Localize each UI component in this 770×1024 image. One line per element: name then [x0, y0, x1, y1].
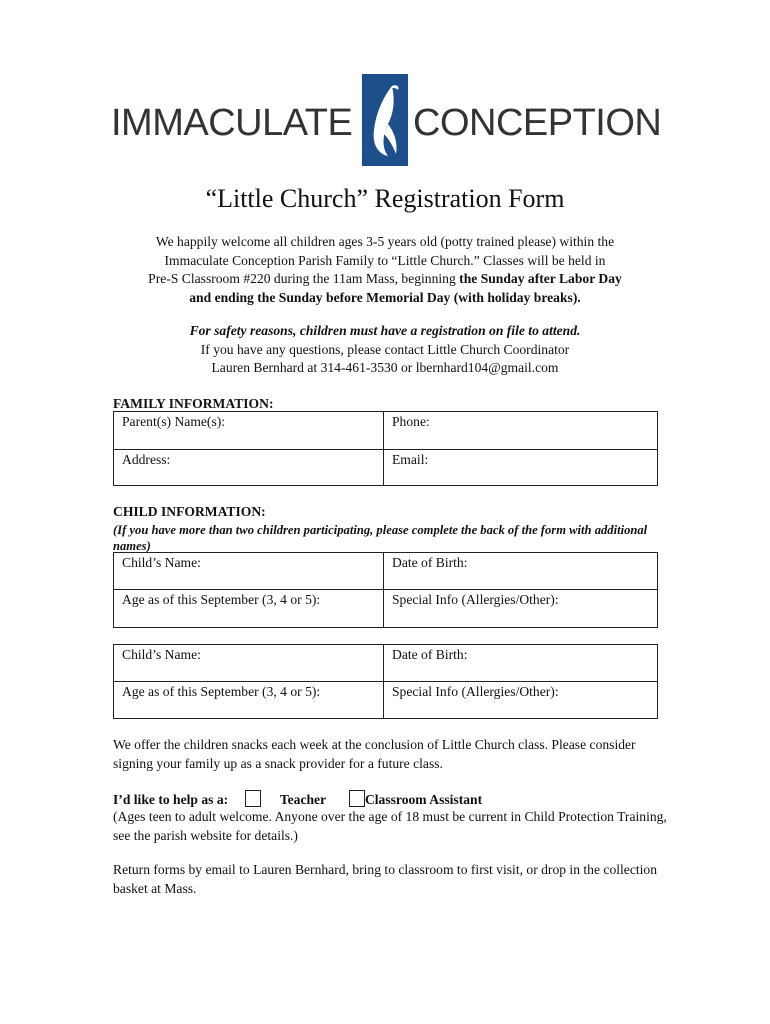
special-info-field[interactable]	[384, 590, 658, 628]
field-label: Parent(s) Name(s):	[122, 414, 226, 429]
phone-field[interactable]	[384, 412, 658, 450]
intro-line: We happily welcome all children ages 3-5 years old (potty trained please) within the	[155, 234, 615, 249]
child-name-field[interactable]	[114, 553, 384, 590]
field-label: Date of Birth:	[392, 555, 468, 570]
field-label: Phone:	[392, 414, 430, 429]
dove-emblem-icon	[362, 74, 408, 166]
intro-paragraph	[100, 233, 670, 307]
form-title: “Little Church” Registration Form	[205, 184, 565, 213]
logo-text-left: IMMACULATE	[111, 102, 353, 144]
child-2-table	[113, 644, 658, 719]
classroom-assistant-checkbox[interactable]	[349, 790, 365, 807]
field-label: Age as of this September (3, 4 or 5):	[122, 592, 321, 607]
field-label: Age as of this September (3, 4 or 5):	[122, 684, 321, 699]
family-info-table	[113, 411, 658, 486]
contact-line: Lauren Bernhard at 314-461-3530 or lbernhard104@gmail.com	[211, 360, 559, 375]
intro-line	[100, 270, 670, 289]
immaculate-conception-logo	[111, 74, 662, 170]
snacks-paragraph: We offer the children snacks each week at the conclusion of Little Church class. Please consider signing your family up as a snack provider for a future class.	[113, 737, 636, 771]
email-field[interactable]	[384, 450, 658, 486]
date-of-birth-field[interactable]	[384, 645, 658, 682]
age-field[interactable]	[114, 682, 384, 719]
date-of-birth-field[interactable]	[384, 553, 658, 590]
intro-text: Pre-S Classroom #220 during the 11am Mass, beginning	[148, 271, 460, 287]
teacher-checkbox[interactable]	[245, 790, 261, 807]
special-info-field[interactable]	[384, 682, 658, 719]
classroom-assistant-option-label: Classroom Assistant	[364, 792, 483, 807]
child-info-note: (If you have more than two children participating, please complete the back of the form with additional names)	[113, 523, 648, 553]
field-label: Child’s Name:	[122, 647, 201, 662]
child-name-field[interactable]	[114, 645, 384, 682]
safety-warning: For safety reasons, children must have a registration on file to attend.	[189, 323, 581, 338]
field-label: Date of Birth:	[392, 647, 468, 662]
contact-line: If you have any questions, please contact Little Church Coordinator	[200, 341, 570, 357]
field-label: Child’s Name:	[122, 555, 201, 570]
help-label: I’d like to help as a:	[113, 792, 229, 807]
address-field[interactable]	[114, 450, 384, 486]
logo-text-right: CONCEPTION	[413, 102, 662, 144]
field-label: Special Info (Allergies/Other):	[392, 592, 559, 607]
field-label: Email:	[392, 452, 429, 467]
return-instructions: Return forms by email to Lauren Bernhard, bring to classroom to first visit, or drop in the collection basket at Mass.	[113, 862, 658, 896]
family-info-heading: FAMILY INFORMATION:	[113, 396, 274, 411]
help-options-row	[113, 790, 482, 809]
intro-line: Immaculate Conception Parish Family to “Little Church.” Classes will be held in	[164, 252, 606, 268]
field-label: Special Info (Allergies/Other):	[392, 684, 559, 699]
field-label: Address:	[122, 452, 171, 467]
age-field[interactable]	[114, 590, 384, 628]
teacher-option-label: Teacher	[279, 792, 327, 807]
intro-line	[100, 289, 670, 308]
intro-emphasis: the Sunday after Labor Day	[459, 271, 622, 287]
child-1-table	[113, 552, 658, 628]
intro-emphasis: and ending the Sunday before Memorial Day (with holiday breaks).	[189, 289, 581, 305]
parents-name-field[interactable]	[114, 412, 384, 450]
help-note: (Ages teen to adult welcome. Anyone over the age of 18 must be current in Child Protection Training, see the parish website for details.)	[113, 809, 667, 843]
child-info-heading: CHILD INFORMATION:	[113, 504, 266, 519]
safety-notice	[100, 322, 670, 378]
